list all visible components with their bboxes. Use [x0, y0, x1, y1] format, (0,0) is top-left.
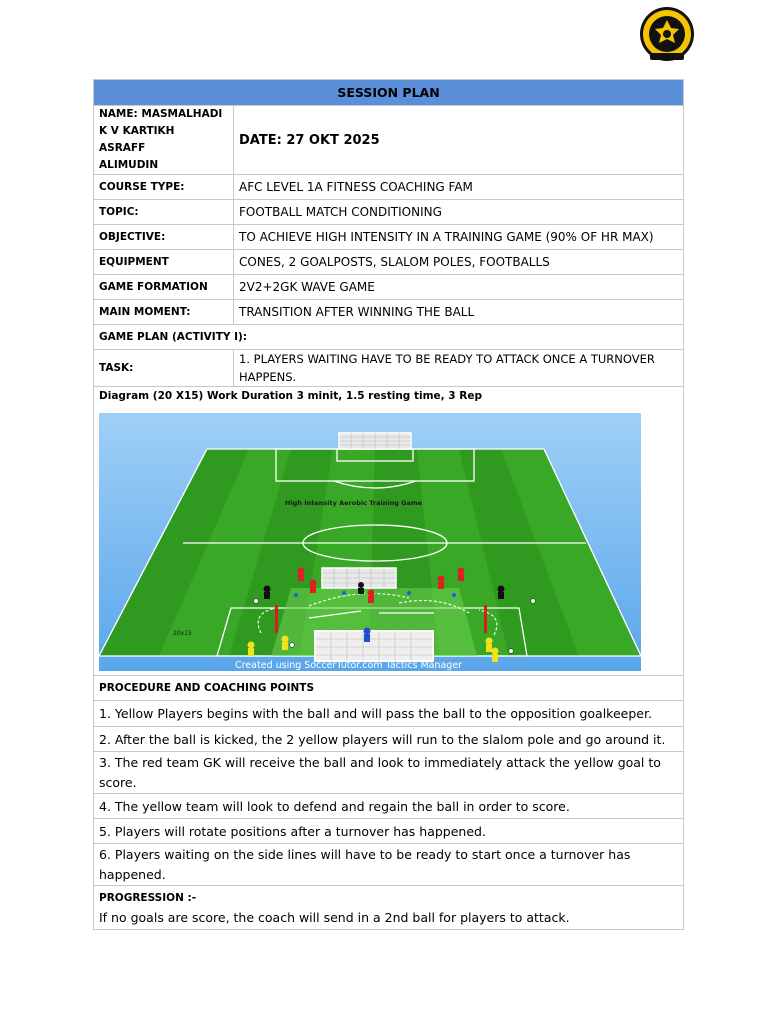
progression-cell — [94, 886, 684, 930]
progression-title: PROGRESSION :- — [99, 892, 197, 904]
course-type-value: AFC LEVEL 1A FITNESS COACHING FAM — [234, 175, 684, 200]
game-formation-value: 2V2+2GK WAVE GAME — [234, 275, 684, 300]
diagram-size-label: 20x15 — [173, 630, 192, 637]
diagram-title: Diagram (20 X15) Work Duration 3 minit, 1.5 resting time, 3 Rep — [99, 390, 482, 402]
objective-value: TO ACHIEVE HIGH INTENSITY IN A TRAINING GAME (90% OF HR MAX) — [234, 225, 684, 250]
topic-value: FOOTBALL MATCH CONDITIONING — [234, 200, 684, 225]
name-2: K V KARTIKH — [99, 125, 175, 137]
name-1: MASMALHADI — [141, 108, 223, 120]
names-label: NAME: — [99, 108, 138, 120]
procedure-item-4: 4. The yellow team will look to defend and regain the ball in order to score. — [94, 794, 684, 819]
equipment-label: EQUIPMENT — [94, 250, 234, 275]
fam-crest-icon — [638, 4, 696, 66]
bottom-goal — [315, 631, 433, 661]
names-cell — [94, 106, 234, 175]
name-4: ALIMUDIN — [99, 159, 159, 171]
date-cell: DATE: 27 OKT 2025 — [234, 106, 684, 175]
procedure-item-3: 3. The red team GK will receive the ball and look to immediately attack the yellow goal to score. — [94, 752, 684, 794]
objective-label: OBJECTIVE: — [94, 225, 234, 250]
session-plan-table — [93, 79, 684, 930]
procedure-item-2: 2. After the ball is kicked, the 2 yellow players will run to the slalom pole and go around it. — [94, 727, 684, 752]
goalkeeper — [364, 628, 371, 643]
procedure-title: PROCEDURE AND COACHING POINTS — [94, 676, 684, 701]
progression-text: If no goals are score, the coach will send in a 2nd ball for players to attack. — [99, 910, 570, 925]
game-plan-label: GAME PLAN (ACTIVITY I): — [94, 325, 684, 350]
diagram-caption: High Intensity Aerobic Training Game — [285, 499, 423, 507]
procedure-item-1: 1. Yellow Players begins with the ball and will pass the ball to the opposition goalkeeper. — [94, 701, 684, 727]
name-3: ASRAFF — [99, 142, 146, 154]
main-moment-label: MAIN MOMENT: — [94, 300, 234, 325]
names-label-row — [99, 106, 228, 123]
procedure-item-6: 6. Players waiting on the side lines will have to be ready to start once a turnover has happened. — [94, 844, 684, 886]
session-plan-header: SESSION PLAN — [94, 80, 684, 106]
game-formation-label: GAME FORMATION — [94, 275, 234, 300]
top-goal — [339, 433, 411, 449]
course-type-label: COURSE TYPE: — [94, 175, 234, 200]
diagram-watermark: Created using SoccerTutor.com Tactics Manager — [235, 660, 463, 671]
task-label: TASK: — [94, 350, 234, 387]
diagram-cell — [94, 387, 684, 676]
topic-label: TOPIC: — [94, 200, 234, 225]
task-value: 1. PLAYERS WAITING HAVE TO BE READY TO ATTACK ONCE A TURNOVER HAPPENS. — [234, 350, 684, 387]
equipment-value: CONES, 2 GOALPOSTS, SLALOM POLES, FOOTBALLS — [234, 250, 684, 275]
procedure-item-5: 5. Players will rotate positions after a turnover has happened. — [94, 819, 684, 844]
main-moment-value: TRANSITION AFTER WINNING THE BALL — [234, 300, 684, 325]
pitch-diagram — [99, 413, 641, 671]
